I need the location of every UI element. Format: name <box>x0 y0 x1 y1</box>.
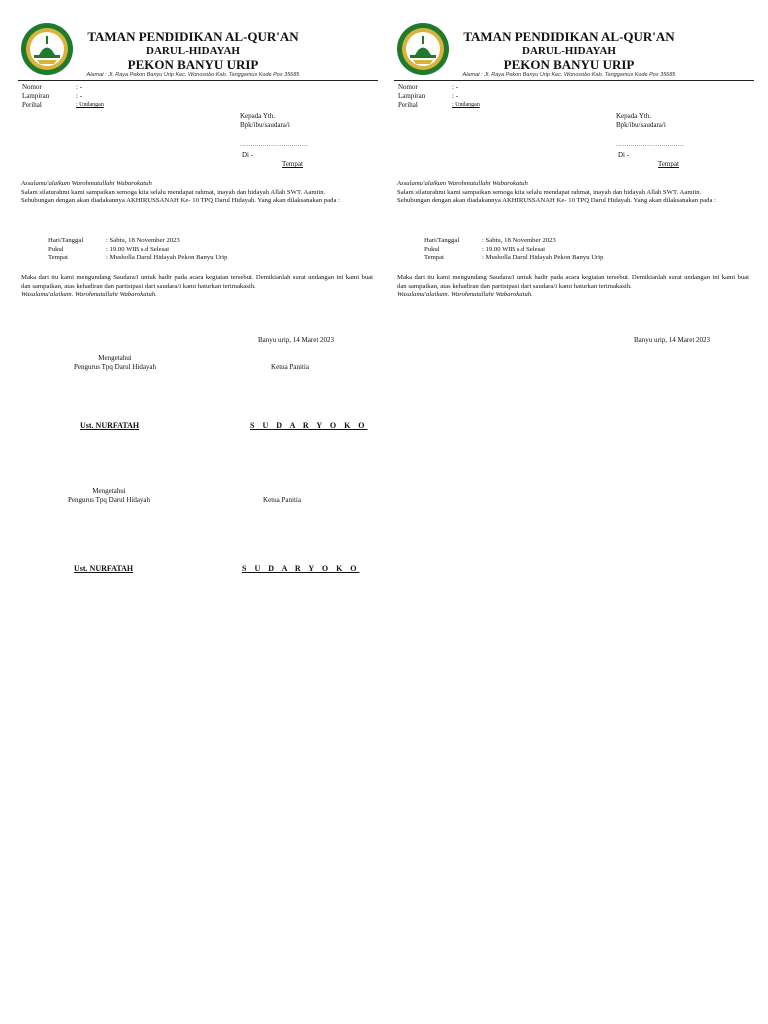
letterhead-address: Alamat : Jl. Raya Pekon Banyu Urip Kec. Wonosobo Kab. Tanggamus Kode Pos 35685 <box>462 72 676 78</box>
letterhead <box>78 30 308 72</box>
pukul-value: : 19.00 WIB s.d Selesai <box>106 245 170 253</box>
closing-paragraph: Maka dari itu kami mengundang Saudara/i untuk hadir pada acara kegiatan tersebut. Demikianlah surat undangan ini kami buat dan sampaikan, atas kehadiran dan partisipasi dari saudara/i kami haturkan terimakasih. <box>397 274 749 290</box>
tpq-logo-icon <box>396 22 450 76</box>
recipient-line1: Kepada Yth. <box>240 112 276 120</box>
letter-left <box>18 0 378 330</box>
lampiran-value: : - <box>452 92 459 100</box>
tempat-label: Tempat <box>424 254 444 262</box>
letterhead <box>454 30 684 72</box>
body-paragraph-2: Sehubungan dengan akan diadakannya AKHIRUSSANAH Ke- 10 TPQ Darul Hidayah. Yang akan dilaksanakan pada : <box>21 197 340 205</box>
mengetahui-label: Mengetahui <box>92 487 126 495</box>
letter-closing <box>21 274 373 300</box>
tpq-logo-icon <box>20 22 74 76</box>
closing-paragraph: Maka dari itu kami mengundang Saudara/i untuk hadir pada acara kegiatan tersebut. Demikianlah surat undangan ini kami buat dan sampaikan, atas kehadiran dan partisipasi dari saudara/i kami haturkan terimakasih. <box>21 274 373 290</box>
hari-value: : Sabtu, 18 November 2023 <box>482 237 556 244</box>
letter-closing <box>397 274 749 300</box>
lampiran-label: Lampiran <box>398 92 426 100</box>
recipient-line2: Bpk/ibu/saudara/i <box>616 121 666 129</box>
nomor-value: : - <box>452 83 459 91</box>
signatory-name-left-2: Ust. NURFATAH <box>74 564 134 573</box>
signature-pengurus-2 <box>54 487 164 505</box>
signature-ketua-2 <box>242 496 322 505</box>
signature-ketua-1 <box>250 363 330 372</box>
letterhead-title: TAMAN PENDIDIKAN AL-QUR'AN <box>463 29 675 44</box>
perihal-value: : Undangan <box>452 102 480 108</box>
letter-meta <box>22 83 196 110</box>
letter-date-right: Banyu urip, 14 Maret 2023 <box>634 336 711 344</box>
letterhead-address: Alamat : Jl. Raya Pekon Banyu Urip Kec. Wonosobo Kab. Tanggamus Kode Pos 35685 <box>86 72 300 78</box>
closing-salam: Wasalamu'alaikum. Warohmatullahi Wabarokatuh. <box>21 291 157 299</box>
header-divider <box>394 80 754 81</box>
pengurus-label: Pengurus Tpq Darul Hidayah <box>73 363 157 371</box>
opening-salam: Assalamu'alaikum Warohmatullahi Wabarokatuh <box>397 180 528 187</box>
lampiran-value: : - <box>76 92 83 100</box>
letterhead-location: PEKON BANYU URIP <box>127 57 259 72</box>
pengurus-label: Pengurus Tpq Darul Hidayah <box>67 496 151 504</box>
perihal-label: Perihal <box>22 101 42 109</box>
pukul-label: Pukul <box>48 245 64 253</box>
ketua-label: Ketua Panitia <box>271 363 309 371</box>
recipient-dots: …………………………… <box>616 142 685 148</box>
signatory-name-right-1: S U D A R Y O K O <box>250 421 368 430</box>
body-paragraph-1: Salam silaturahmi kami sampaikan semoga kita selalu mendapat rahmat, inayah dan hidayah Allah SWT. Aamiin. <box>21 188 326 196</box>
recipient-line2: Bpk/ibu/saudara/i <box>240 121 290 129</box>
letter-right <box>394 0 754 330</box>
letterhead-location: PEKON BANYU URIP <box>503 57 635 72</box>
perihal-value: : Undangan <box>76 102 104 108</box>
recipient-di: Di - <box>618 151 630 159</box>
tempat-value: : Musholla Darul Hidayah Pekon Banyu Urip <box>106 254 228 262</box>
recipient-di: Di - <box>242 151 254 159</box>
pukul-label: Pukul <box>424 245 440 253</box>
letter-body <box>397 180 749 206</box>
recipient-dots: …………………………… <box>240 142 309 148</box>
tempat-label: Tempat <box>48 254 68 262</box>
perihal-label: Perihal <box>398 101 418 109</box>
tempat-value: : Musholla Darul Hidayah Pekon Banyu Urip <box>482 254 604 262</box>
pukul-value: : 19.00 WIB s.d Selesai <box>482 245 546 253</box>
body-paragraph-2: Sehubungan dengan akan diadakannya AKHIRUSSANAH Ke- 10 TPQ Darul Hidayah. Yang akan dilaksanakan pada : <box>397 197 716 205</box>
recipient <box>616 112 666 130</box>
signatory-name-right-2: S U D A R Y O K O <box>242 564 360 573</box>
signature-pengurus-1 <box>60 354 170 372</box>
recipient <box>240 112 290 130</box>
recipient-tempat: Tempat <box>658 160 679 168</box>
event-details <box>424 237 603 263</box>
nomor-value: : - <box>76 83 83 91</box>
nomor-label: Nomor <box>22 83 42 91</box>
signatory-name-left-1: Ust. NURFATAH <box>80 421 140 430</box>
hari-value: : Sabtu, 18 November 2023 <box>106 237 180 244</box>
hari-label: Hari/Tanggal <box>48 237 84 244</box>
body-paragraph-1: Salam silaturahmi kami sampaikan semoga kita selalu mendapat rahmat, inayah dan hidayah Allah SWT. Aamiin. <box>397 188 702 196</box>
closing-salam: Wasalamu'alaikum. Warohmatullahi Wabarokatuh. <box>397 291 533 299</box>
letterhead-subtitle: DARUL-HIDAYAH <box>522 45 616 57</box>
ketua-label: Ketua Panitia <box>263 496 301 504</box>
mengetahui-label: Mengetahui <box>98 354 132 362</box>
letter-meta <box>398 83 572 110</box>
recipient-tempat: Tempat <box>282 160 303 168</box>
letter-body <box>21 180 373 206</box>
header-divider <box>18 80 378 81</box>
event-details <box>48 237 227 263</box>
nomor-label: Nomor <box>398 83 418 91</box>
letter-date-left: Banyu urip, 14 Maret 2023 <box>258 336 335 344</box>
lampiran-label: Lampiran <box>22 92 50 100</box>
letterhead-title: TAMAN PENDIDIKAN AL-QUR'AN <box>87 29 299 44</box>
hari-label: Hari/Tanggal <box>424 237 460 244</box>
recipient-line1: Kepada Yth. <box>616 112 652 120</box>
opening-salam: Assalamu'alaikum Warohmatullahi Wabarokatuh <box>21 180 152 187</box>
letterhead-subtitle: DARUL-HIDAYAH <box>146 45 240 57</box>
